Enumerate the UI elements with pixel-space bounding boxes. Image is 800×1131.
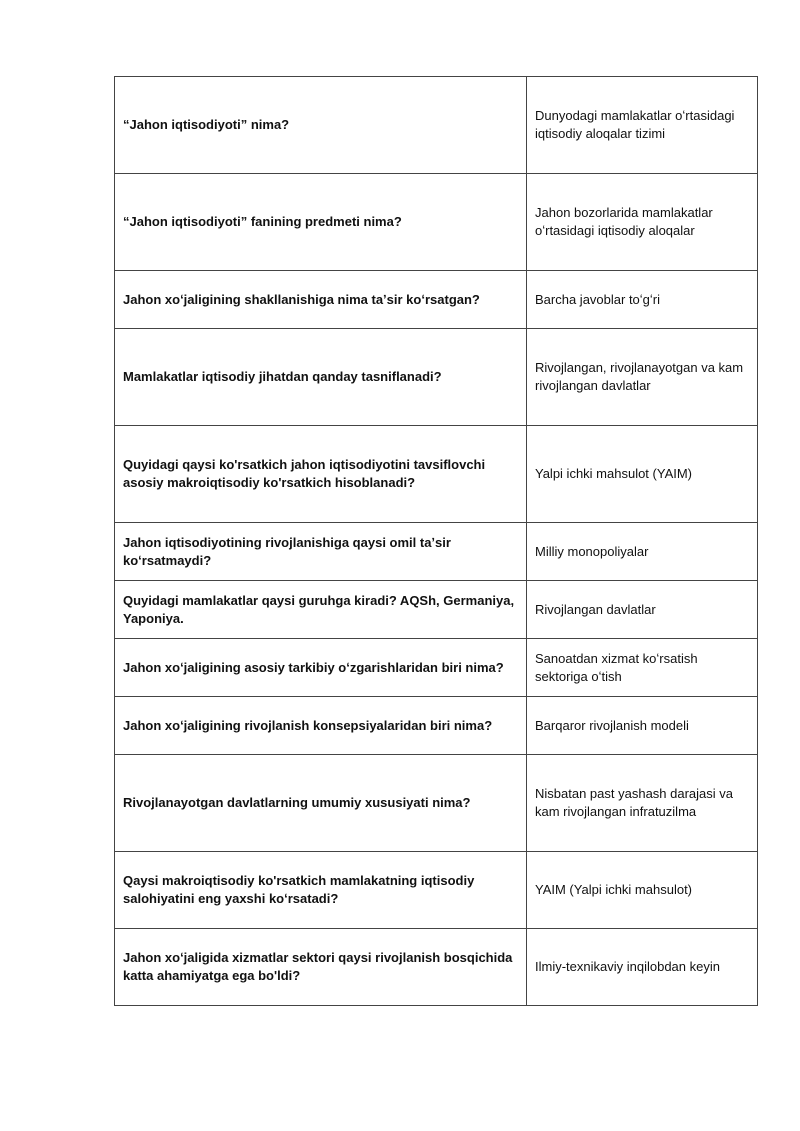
table-row — [115, 329, 758, 426]
question-cell: Mamlakatlar iqtisodiy jihatdan qanday tasniflanadi? — [115, 329, 527, 426]
answer-cell: Yalpi ichki mahsulot (YAIM) — [527, 426, 758, 523]
answer-cell: Ilmiy-texnikaviy inqilobdan keyin — [527, 929, 758, 1006]
table-row — [115, 426, 758, 523]
answer-cell: Rivojlangan, rivojlanayotgan va kam rivojlangan davlatlar — [527, 329, 758, 426]
question-cell: Jahon xoʻjaligida xizmatlar sektori qaysi rivojlanish bosqichida katta ahamiyatga ega bo'ldi? — [115, 929, 527, 1006]
question-cell: Qaysi makroiqtisodiy ko'rsatkich mamlakatning iqtisodiy salohiyatini eng yaxshi koʻrsatadi? — [115, 852, 527, 929]
table-row — [115, 581, 758, 639]
table-row — [115, 929, 758, 1006]
question-cell: Jahon xoʻjaligining asosiy tarkibiy oʻzgarishlaridan biri nima? — [115, 639, 527, 697]
question-cell: Rivojlanayotgan davlatlarning umumiy xususiyati nima? — [115, 755, 527, 852]
answer-cell: Jahon bozorlarida mamlakatlar oʻrtasidagi iqtisodiy aloqalar — [527, 174, 758, 271]
answer-cell: Barcha javoblar toʻgʻri — [527, 271, 758, 329]
question-cell: Jahon iqtisodiyotining rivojlanishiga qaysi omil taʼsir koʻrsatmaydi? — [115, 523, 527, 581]
answer-cell: YAIM (Yalpi ichki mahsulot) — [527, 852, 758, 929]
question-cell: Jahon xoʻjaligining shakllanishiga nima taʼsir koʻrsatgan? — [115, 271, 527, 329]
table-row — [115, 271, 758, 329]
table-row — [115, 755, 758, 852]
answer-cell: Sanoatdan xizmat koʻrsatish sektoriga oʻtish — [527, 639, 758, 697]
question-cell: Quyidagi mamlakatlar qaysi guruhga kiradi? AQSh, Germaniya, Yaponiya. — [115, 581, 527, 639]
question-cell: “Jahon iqtisodiyoti” nima? — [115, 77, 527, 174]
question-cell: Quyidagi qaysi ko'rsatkich jahon iqtisodiyotini tavsiflovchi asosiy makroiqtisodiy ko'rsatkich hisoblanadi? — [115, 426, 527, 523]
qa-table — [114, 76, 758, 1006]
table-row — [115, 77, 758, 174]
table-row — [115, 639, 758, 697]
table-row — [115, 852, 758, 929]
answer-cell: Milliy monopoliyalar — [527, 523, 758, 581]
answer-cell: Barqaror rivojlanish modeli — [527, 697, 758, 755]
table-row — [115, 174, 758, 271]
table-row — [115, 523, 758, 581]
question-cell: Jahon xoʻjaligining rivojlanish konsepsiyalaridan biri nima? — [115, 697, 527, 755]
answer-cell: Rivojlangan davlatlar — [527, 581, 758, 639]
question-cell: “Jahon iqtisodiyoti” fanining predmeti nima? — [115, 174, 527, 271]
answer-cell: Dunyodagi mamlakatlar oʻrtasidagi iqtisodiy aloqalar tizimi — [527, 77, 758, 174]
answer-cell: Nisbatan past yashash darajasi va kam rivojlangan infratuzilma — [527, 755, 758, 852]
table-row — [115, 697, 758, 755]
